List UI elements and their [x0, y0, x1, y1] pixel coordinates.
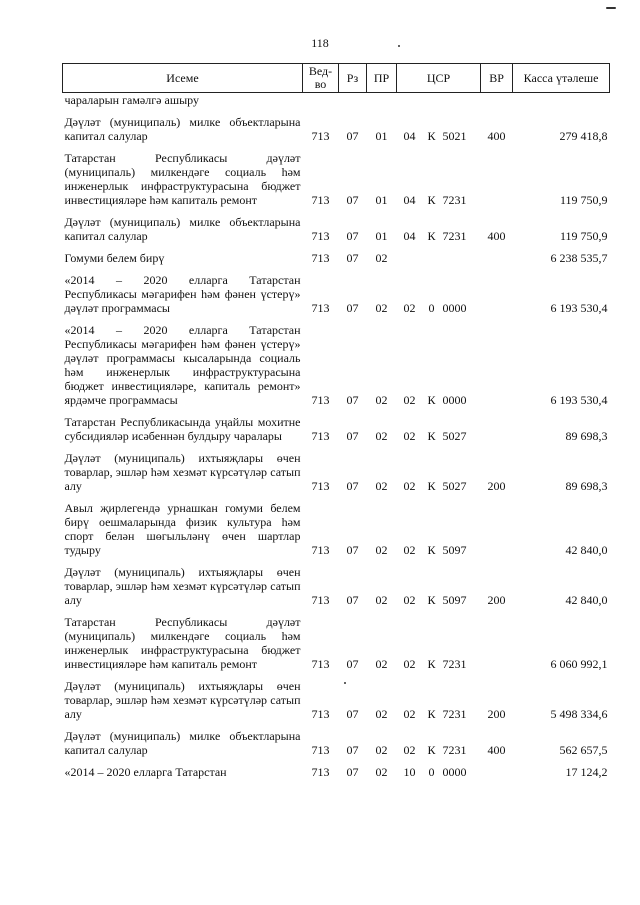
- row-rz: 07: [346, 129, 359, 143]
- row-tsr-part3: 0000: [442, 765, 467, 779]
- row-tsr-part1: 02: [403, 429, 416, 443]
- row-rz: 07: [346, 393, 359, 407]
- row-tsr-part3: 7231: [442, 193, 467, 207]
- row-name: Дәүләт (муниципаль) ихтыяҗлары өчен товарлар, эшләр һәм хезмәт күрсәтүләр сатып алу: [64, 565, 301, 607]
- row-pr: 02: [375, 393, 388, 407]
- row-vr: [481, 321, 513, 413]
- row-name: Дәүләт (муниципаль) ихтыяҗлары өчен товарлар, эшләр һәм хезмәт күрсәтүләр сатып алу: [64, 679, 301, 721]
- col-header-vr: ВР: [481, 64, 513, 93]
- row-tsr-part3: 0000: [442, 301, 467, 315]
- row-tsr-part3: 0000: [442, 393, 467, 407]
- row-pr: 02: [375, 429, 388, 443]
- row-rz: 07: [346, 479, 359, 493]
- row-tsr-part1: 02: [403, 743, 416, 757]
- table-row: [63, 213, 610, 249]
- row-tsr-part2: К: [427, 429, 436, 443]
- row-tsr-part2: К: [427, 707, 436, 721]
- row-sum: 562 657,5: [559, 743, 608, 757]
- row-ved: 713: [311, 543, 330, 557]
- row-sum: 42 840,0: [565, 543, 608, 557]
- row-tsr-part1: 02: [403, 707, 416, 721]
- row-tsr-part3: 5097: [442, 543, 467, 557]
- row-pr: 02: [375, 543, 388, 557]
- col-header-sum: Касса үтәлеше: [513, 64, 610, 93]
- row-vr: 400: [487, 743, 506, 757]
- row-ved: 713: [311, 707, 330, 721]
- row-tsr-part2: К: [427, 129, 436, 143]
- row-name: Дәүләт (муниципаль) милке объектларына капитал салулар: [64, 729, 301, 757]
- row-pr: 02: [375, 479, 388, 493]
- row-rz: 07: [346, 193, 359, 207]
- row-ved: 713: [311, 743, 330, 757]
- page-number: 118: [311, 36, 329, 50]
- row-name: Дәүләт (муниципаль) ихтыяҗлары өчен товарлар, эшләр һәм хезмәт күрсәтүләр сатып алу: [64, 451, 301, 493]
- row-name: Татарстан Республикасында уңайлы мохитне субсидияләр исәбеннән булдыру чаралары: [64, 415, 301, 443]
- row-tsr-part3: 7231: [442, 743, 467, 757]
- row-rz: 07: [346, 743, 359, 757]
- carryover-text: чараларын гамәлгә ашыру: [64, 93, 199, 107]
- row-ved: 713: [311, 479, 330, 493]
- row-tsr-part1: 02: [403, 593, 416, 607]
- row-tsr-part2: К: [427, 743, 436, 757]
- row-pr: 02: [375, 593, 388, 607]
- row-vr: 200: [487, 479, 506, 493]
- row-ved: 713: [311, 129, 330, 143]
- row-vr: [481, 271, 513, 321]
- row-name: «2014 – 2020 елларга Татарстан Республикасы мәгарифен һәм фәнен үстерү» дәүләт программасы: [64, 273, 301, 315]
- row-tsr-part2: К: [427, 657, 436, 671]
- row-ved: 713: [311, 657, 330, 671]
- row-rz: 07: [346, 301, 359, 315]
- row-vr: [481, 763, 513, 785]
- table-row: [63, 613, 610, 677]
- row-name: Гомуми белем бирү: [64, 251, 165, 265]
- row-name: Татарстан Республикасы дәүләт (муниципаль) милкендәге социаль һәм инженерлык инфраструктурасына бюджет инвестицияләре һәм капиталь ремонт: [64, 615, 301, 671]
- row-vr: [481, 249, 513, 271]
- row-name: Татарстан Республикасы дәүләт (муниципаль) милкендәге социаль һәм инженерлык инфраструктурасына бюджет инвестицияләре һәм капиталь ремонт: [64, 151, 301, 207]
- row-tsr-part3: 5027: [442, 429, 467, 443]
- table-row: [63, 271, 610, 321]
- row-sum: 6 060 992,1: [550, 657, 608, 671]
- row-ved: 713: [311, 593, 330, 607]
- row-tsr-part3: 5021: [442, 129, 467, 143]
- row-tsr-part1: [397, 249, 423, 271]
- row-ved: 713: [311, 429, 330, 443]
- row-tsr-part2: 0: [428, 765, 435, 779]
- row-tsr-part3: 7231: [442, 657, 467, 671]
- row-ved: 713: [311, 765, 330, 779]
- row-vr: 400: [487, 229, 506, 243]
- table-row: [63, 413, 610, 449]
- row-vr: [481, 149, 513, 213]
- table-row: [63, 249, 610, 271]
- row-tsr-part1: 04: [403, 229, 416, 243]
- row-sum: 279 418,8: [559, 129, 608, 143]
- table-row: [63, 113, 610, 149]
- row-pr: 01: [375, 229, 388, 243]
- row-ved: 713: [311, 251, 330, 265]
- carryover-row: [63, 93, 610, 114]
- budget-table: [62, 63, 610, 785]
- col-header-name: Исеме: [63, 64, 303, 93]
- row-name: Дәүләт (муниципаль) милке объектларына капитал салулар: [64, 215, 301, 243]
- row-tsr-part1: 02: [403, 543, 416, 557]
- row-vr: 200: [487, 593, 506, 607]
- row-sum: 119 750,9: [559, 229, 608, 243]
- row-tsr-part3: 5097: [442, 593, 467, 607]
- row-rz: 07: [346, 593, 359, 607]
- row-pr: 01: [375, 129, 388, 143]
- scan-speck: [606, 7, 616, 9]
- row-tsr-part1: 02: [403, 657, 416, 671]
- row-tsr-part2: К: [427, 479, 436, 493]
- col-header-ved: Вед-во: [303, 64, 339, 93]
- row-tsr-part2: К: [427, 229, 436, 243]
- row-tsr-part3: 5027: [442, 479, 467, 493]
- row-tsr-part1: 10: [403, 765, 416, 779]
- row-tsr-part1: 02: [403, 479, 416, 493]
- table-row: [63, 763, 610, 785]
- row-tsr-part2: К: [427, 193, 436, 207]
- table-row: [63, 563, 610, 613]
- row-ved: 713: [311, 301, 330, 315]
- col-header-rz: Рз: [339, 64, 367, 93]
- table-row: [63, 727, 610, 763]
- row-rz: 07: [346, 543, 359, 557]
- table-header-row: [63, 64, 610, 93]
- row-name: Авыл җирлегендә урнашкан гомуми белем бирү оешмаларында физик культура һәм спорт белән шөгыльләнү өчен шартлар тудыру: [64, 501, 301, 557]
- row-tsr-part2: К: [427, 593, 436, 607]
- row-tsr-part1: 04: [403, 129, 416, 143]
- row-rz: 07: [346, 229, 359, 243]
- row-pr: 02: [375, 707, 388, 721]
- row-sum: 42 840,0: [565, 593, 608, 607]
- table-row: [63, 499, 610, 563]
- row-sum: 89 698,3: [565, 429, 608, 443]
- row-sum: 6 193 530,4: [550, 301, 608, 315]
- row-tsr-part3: 7231: [442, 229, 467, 243]
- row-sum: 6 193 530,4: [550, 393, 608, 407]
- row-vr: [481, 413, 513, 449]
- row-name: «2014 – 2020 елларга Татарстан Республикасы мәгарифен һәм фәнен үстерү» дәүләт программасы кысаларында социаль һәм инженерлык инфраструктурасына бюджет инвестицияләре, капиталь ремонт» ярдәмче программасы: [64, 323, 301, 407]
- table-row: [63, 321, 610, 413]
- row-rz: 07: [346, 765, 359, 779]
- row-tsr-part3: [441, 249, 481, 271]
- row-name: Дәүләт (муниципаль) милке объектларына капитал салулар: [64, 115, 301, 143]
- row-rz: 07: [346, 657, 359, 671]
- scan-speck: [398, 45, 400, 47]
- row-sum: 6 238 535,7: [550, 251, 608, 265]
- row-name: «2014 – 2020 елларга Татарстан: [64, 765, 227, 779]
- table-row: [63, 149, 610, 213]
- row-tsr-part2: [423, 249, 441, 271]
- row-sum: 5 498 334,6: [550, 707, 608, 721]
- row-pr: 02: [375, 251, 388, 265]
- table-row: [63, 449, 610, 499]
- row-pr: 01: [375, 193, 388, 207]
- row-rz: 07: [346, 429, 359, 443]
- row-sum: 17 124,2: [565, 765, 608, 779]
- row-vr: 200: [487, 707, 506, 721]
- row-pr: 02: [375, 657, 388, 671]
- row-ved: 713: [311, 193, 330, 207]
- row-vr: [481, 499, 513, 563]
- col-header-pr: ПР: [367, 64, 397, 93]
- row-pr: 02: [375, 765, 388, 779]
- row-tsr-part2: К: [427, 393, 436, 407]
- row-tsr-part2: 0: [428, 301, 435, 315]
- row-vr: [481, 613, 513, 677]
- table-row: [63, 677, 610, 727]
- row-tsr-part2: К: [427, 543, 436, 557]
- row-pr: 02: [375, 301, 388, 315]
- col-header-tsr: ЦСР: [397, 64, 481, 93]
- row-sum: 89 698,3: [565, 479, 608, 493]
- row-tsr-part3: 7231: [442, 707, 467, 721]
- row-sum: 119 750,9: [559, 193, 608, 207]
- row-ved: 713: [311, 393, 330, 407]
- row-rz: 07: [346, 707, 359, 721]
- row-tsr-part1: 02: [403, 393, 416, 407]
- row-rz: 07: [346, 251, 359, 265]
- row-pr: 02: [375, 743, 388, 757]
- row-vr: 400: [487, 129, 506, 143]
- row-tsr-part1: 04: [403, 193, 416, 207]
- row-ved: 713: [311, 229, 330, 243]
- row-tsr-part1: 02: [403, 301, 416, 315]
